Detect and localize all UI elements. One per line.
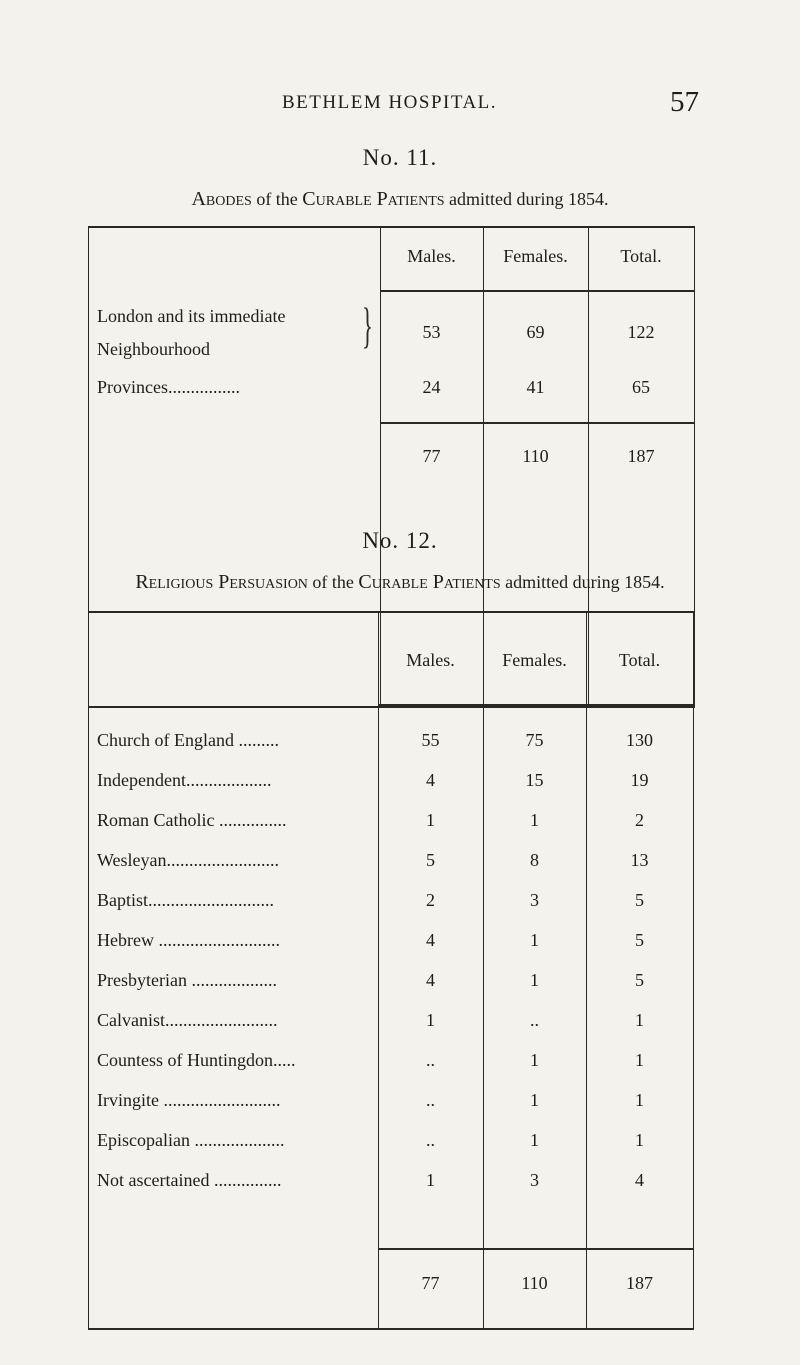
table-12-cell-males: 4 bbox=[426, 770, 435, 790]
table-12-total-males: 77 bbox=[421, 1273, 440, 1293]
table-12-cell-total: 1 bbox=[635, 1050, 644, 1070]
brace-icon: } bbox=[362, 297, 373, 353]
table-12-cell-females: 1 bbox=[530, 1050, 539, 1070]
table-12-cell-males: 5 bbox=[426, 850, 435, 870]
table-12-cell-males: 1 bbox=[426, 1010, 435, 1030]
table-12-number: No. 12. bbox=[362, 528, 438, 553]
table-12-cell-total: 1 bbox=[635, 1010, 644, 1030]
table-12-caption bbox=[0, 571, 800, 594]
table-12-cell-females: 75 bbox=[525, 730, 544, 750]
table-12-header-females: Females. bbox=[502, 650, 567, 670]
table-12-rule bbox=[693, 611, 694, 1328]
table-12-row-label: Calvanist......................... bbox=[97, 1010, 278, 1030]
table-12-cell-males: 1 bbox=[426, 1170, 435, 1190]
table-11-caption-part: of the bbox=[251, 189, 303, 209]
table-12-cell-total: 5 bbox=[635, 930, 644, 950]
table-11-cell-males: 53 bbox=[422, 322, 441, 342]
table-12-cell-total: 130 bbox=[626, 730, 653, 750]
table-12-cell-females: .. bbox=[530, 1010, 539, 1030]
table-12-caption-part: Religious Persuasion bbox=[135, 571, 308, 593]
table-11-total-females: 110 bbox=[522, 446, 549, 466]
table-11-cell-males: 24 bbox=[422, 377, 441, 397]
table-11-total-males: 77 bbox=[422, 446, 441, 466]
table-12-total-total: 187 bbox=[626, 1273, 653, 1293]
table-12-cell-females: 1 bbox=[530, 1090, 539, 1110]
table-12-rule bbox=[378, 1248, 693, 1250]
table-12-cell-total: 1 bbox=[635, 1090, 644, 1110]
table-11-number: No. 11. bbox=[362, 145, 438, 170]
table-12-rule bbox=[378, 704, 693, 706]
table-12-cell-males: .. bbox=[426, 1130, 435, 1150]
table-11-caption-part: Curable Patients bbox=[302, 188, 445, 210]
table-12-cell-females: 1 bbox=[530, 930, 539, 950]
table-12-cell-total: 5 bbox=[635, 970, 644, 990]
running-head-title: BETHLEM HOSPITAL. bbox=[282, 92, 498, 113]
table-12-cell-total: 13 bbox=[630, 850, 649, 870]
table-11-caption bbox=[0, 188, 800, 211]
table-12-cell-females: 1 bbox=[530, 810, 539, 830]
table-11-total-total: 187 bbox=[627, 446, 655, 466]
table-12-cell-females: 1 bbox=[530, 970, 539, 990]
table-12-row-label: Independent................... bbox=[97, 770, 272, 790]
table-12-row-label: Baptist............................ bbox=[97, 890, 275, 910]
table-12-cell-total: 5 bbox=[635, 890, 644, 910]
running-head bbox=[0, 86, 800, 122]
table-12-row-label: Episcopalian .................... bbox=[97, 1130, 285, 1150]
table-11-cell-females: 69 bbox=[526, 322, 545, 342]
page-number: 57 bbox=[670, 86, 699, 118]
table-12-total-females: 110 bbox=[521, 1273, 548, 1293]
table-11-row-label: Neighbourhood bbox=[97, 339, 210, 359]
table-12-cell-females: 1 bbox=[530, 1130, 539, 1150]
table-12-cell-females: 15 bbox=[525, 770, 544, 790]
table-12-row-label: Wesleyan......................... bbox=[97, 850, 280, 870]
table-11-caption-part: Abodes bbox=[191, 188, 252, 210]
table-11-cell-total: 122 bbox=[627, 322, 655, 342]
table-11-rule bbox=[380, 422, 694, 424]
table-12-header-total: Total. bbox=[618, 650, 661, 670]
table-11-cell-total: 65 bbox=[632, 377, 650, 397]
table-11-rule bbox=[380, 290, 694, 292]
table-12-caption-part: of the bbox=[307, 572, 359, 592]
table-12-row-label: Countess of Huntingdon..... bbox=[97, 1050, 296, 1070]
table-12-cell-females: 3 bbox=[530, 890, 539, 910]
table-11-header-total: Total. bbox=[620, 246, 662, 266]
table-12-row-label: Roman Catholic ............... bbox=[97, 810, 287, 830]
table-12-row-label: Irvingite .......................... bbox=[97, 1090, 281, 1110]
table-12-row-label: Church of England ......... bbox=[97, 730, 279, 750]
table-12-caption-part: admitted during 1854. bbox=[500, 572, 665, 592]
table-12-cell-total: 19 bbox=[630, 770, 649, 790]
table-11-row-label: Provinces................ bbox=[97, 377, 240, 397]
table-12-cell-females: 3 bbox=[530, 1170, 539, 1190]
table-12-cell-total: 1 bbox=[635, 1130, 644, 1150]
table-12-cell-males: 4 bbox=[426, 930, 435, 950]
table-12-cell-total: 4 bbox=[635, 1170, 644, 1190]
table-12-cell-males: 55 bbox=[421, 730, 440, 750]
table-12-caption-part: Curable Patients bbox=[358, 571, 501, 593]
table-12-row-label: Not ascertained ............... bbox=[97, 1170, 282, 1190]
table-12-cell-males: 1 bbox=[426, 810, 435, 830]
table-12-cell-males: 2 bbox=[426, 890, 435, 910]
table-12-cell-males: 4 bbox=[426, 970, 435, 990]
table-12-row-label: Presbyterian ................... bbox=[97, 970, 277, 990]
table-11-caption-part: admitted during 1854. bbox=[444, 189, 609, 209]
table-12-cell-males: .. bbox=[426, 1090, 435, 1110]
table-11-rule bbox=[694, 226, 695, 706]
table-11-cell-females: 41 bbox=[526, 377, 545, 397]
table-11-header-males: Males. bbox=[407, 246, 456, 266]
table-12-header-males: Males. bbox=[406, 650, 455, 670]
table-11-row-label: London and its immediate bbox=[97, 306, 286, 326]
table-11-header-females: Females. bbox=[503, 246, 568, 266]
table-12-cell-total: 2 bbox=[635, 810, 644, 830]
table-12-cell-females: 8 bbox=[530, 850, 539, 870]
table-12-cell-males: .. bbox=[426, 1050, 435, 1070]
table-12-row-label: Hebrew ........................... bbox=[97, 930, 280, 950]
table-12-rule bbox=[88, 611, 89, 1328]
